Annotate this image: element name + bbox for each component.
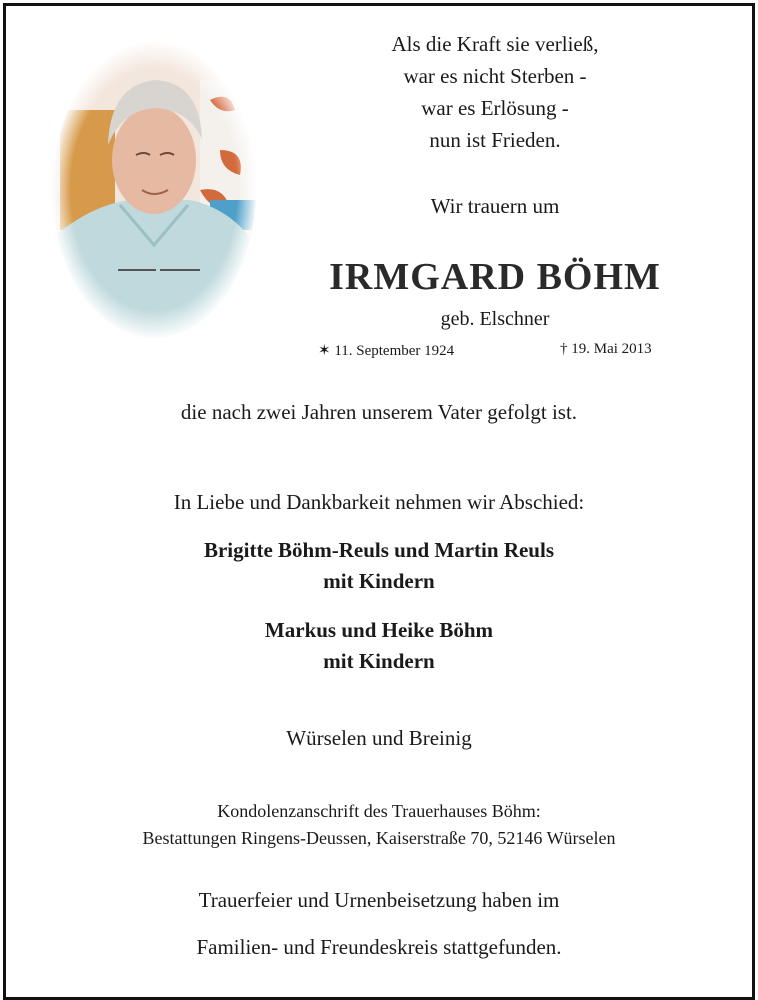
portrait-photo <box>50 40 258 340</box>
place-text: Würselen und Breinig <box>286 726 472 750</box>
followed-text: die nach zwei Jahren unserem Vater gefolgt ist. <box>180 400 578 424</box>
deceased-name: IRMGARD BÖHM <box>329 256 661 298</box>
poem-line: nun ist Frieden. <box>429 128 561 152</box>
death-date: † 19. Mai 2013 <box>560 341 652 357</box>
poem-line: war es nicht Sterben - <box>403 64 587 88</box>
mourner-children: mit Kindern <box>323 649 435 673</box>
farewell-text: In Liebe und Dankbarkeit nehmen wir Abschied: <box>173 490 585 514</box>
mourner-children: mit Kindern <box>323 569 435 593</box>
condolence-address: Bestattungen Ringens-Deussen, Kaiserstraße 70, 52146 Würselen <box>142 828 616 848</box>
poem <box>300 28 690 156</box>
intro-text: Wir trauern um <box>430 194 560 218</box>
mourner-names: Brigitte Böhm-Reuls und Martin Reuls <box>203 538 554 562</box>
ceremony-line: Trauerfeier und Urnenbeisetzung haben im <box>198 888 560 912</box>
mourner-names: Markus und Heike Böhm <box>264 618 494 642</box>
birth-date: ✶ 11. September 1924 <box>318 343 455 359</box>
poem-line: Als die Kraft sie verließ, <box>391 32 599 56</box>
poem-line: war es Erlösung - <box>421 96 569 120</box>
condolence-line: Kondolenzanschrift des Trauerhauses Böhm: <box>217 801 541 821</box>
maiden-name: geb. Elschner <box>440 308 550 330</box>
ceremony-line: Familien- und Freundeskreis stattgefunden. <box>196 935 562 959</box>
